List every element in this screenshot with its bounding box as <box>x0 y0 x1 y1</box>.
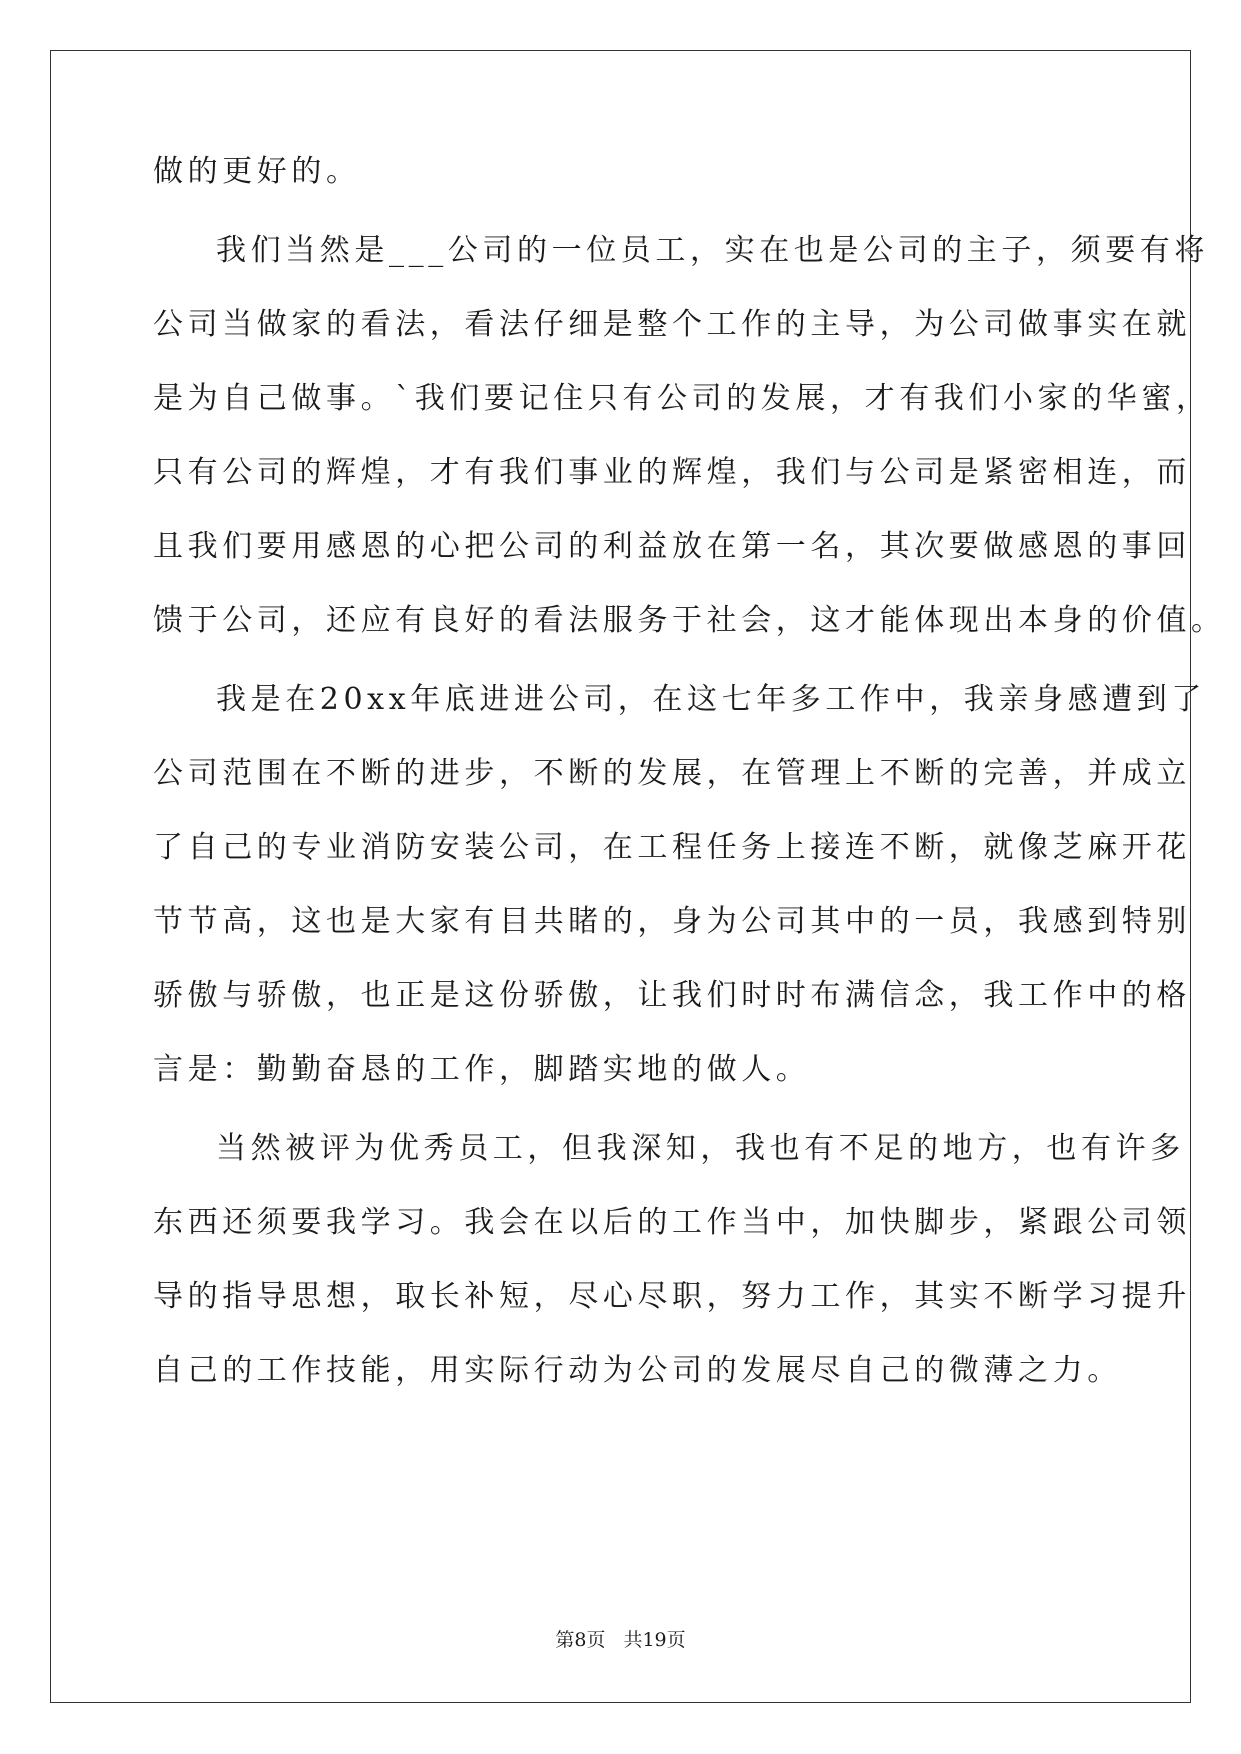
text-line: 且我们要用感恩的心把公司的利益放在第一名，其次要做感恩的事回 <box>153 529 1191 564</box>
text-line: 馈于公司，还应有良好的看法服务于社会，这才能体现出本身的价值。 <box>153 603 1226 638</box>
text-line: 东西还须要我学习。我会在以后的工作当中，加快脚步，紧跟公司领 <box>153 1205 1191 1240</box>
total-pages: 共19页 <box>623 1629 686 1651</box>
text-line: 公司范围在不断的进步，不断的发展，在管理上不断的完善，并成立 <box>153 756 1191 791</box>
text-line: 言是：勤勤奋恳的工作，脚踏实地的做人。 <box>153 1052 811 1087</box>
text-line: 节节高，这也是大家有目共睹的，身为公司其中的一员，我感到特别 <box>153 904 1191 939</box>
text-line: 了自己的专业消防安装公司，在工程任务上接连不断，就像芝麻开花 <box>153 830 1191 865</box>
text-line: 导的指导思想，取长补短，尽心尽职，努力工作，其实不断学习提升 <box>153 1279 1191 1314</box>
paragraph-first-line: 我们当然是___公司的一位员工，实在也是公司的主子，须要有将 <box>216 233 1209 268</box>
text-line: 公司当做家的看法，看法仔细是整个工作的主导，为公司做事实在就 <box>153 307 1191 342</box>
page-border <box>50 50 1191 1703</box>
paragraph-first-line: 当然被评为优秀员工，但我深知，我也有不足的地方，也有许多 <box>216 1131 1185 1166</box>
page-footer <box>0 1628 1241 1652</box>
text-line: 骄傲与骄傲，也正是这份骄傲，让我们时时布满信念，我工作中的格 <box>153 978 1191 1013</box>
text-line: 做的更好的。 <box>153 154 361 189</box>
text-line: 是为自己做事。`我们要记住只有公司的发展，才有我们小家的华蜜， <box>153 381 1211 416</box>
text-line: 只有公司的辉煌，才有我们事业的辉煌，我们与公司是紧密相连，而 <box>153 455 1191 490</box>
current-page-number: 第8页 <box>555 1629 606 1651</box>
paragraph-first-line: 我是在20xx年底进进公司，在这七年多工作中，我亲身感遭到了 <box>216 682 1207 717</box>
text-line: 自己的工作技能，用实际行动为公司的发展尽自己的微薄之力。 <box>153 1353 1122 1388</box>
